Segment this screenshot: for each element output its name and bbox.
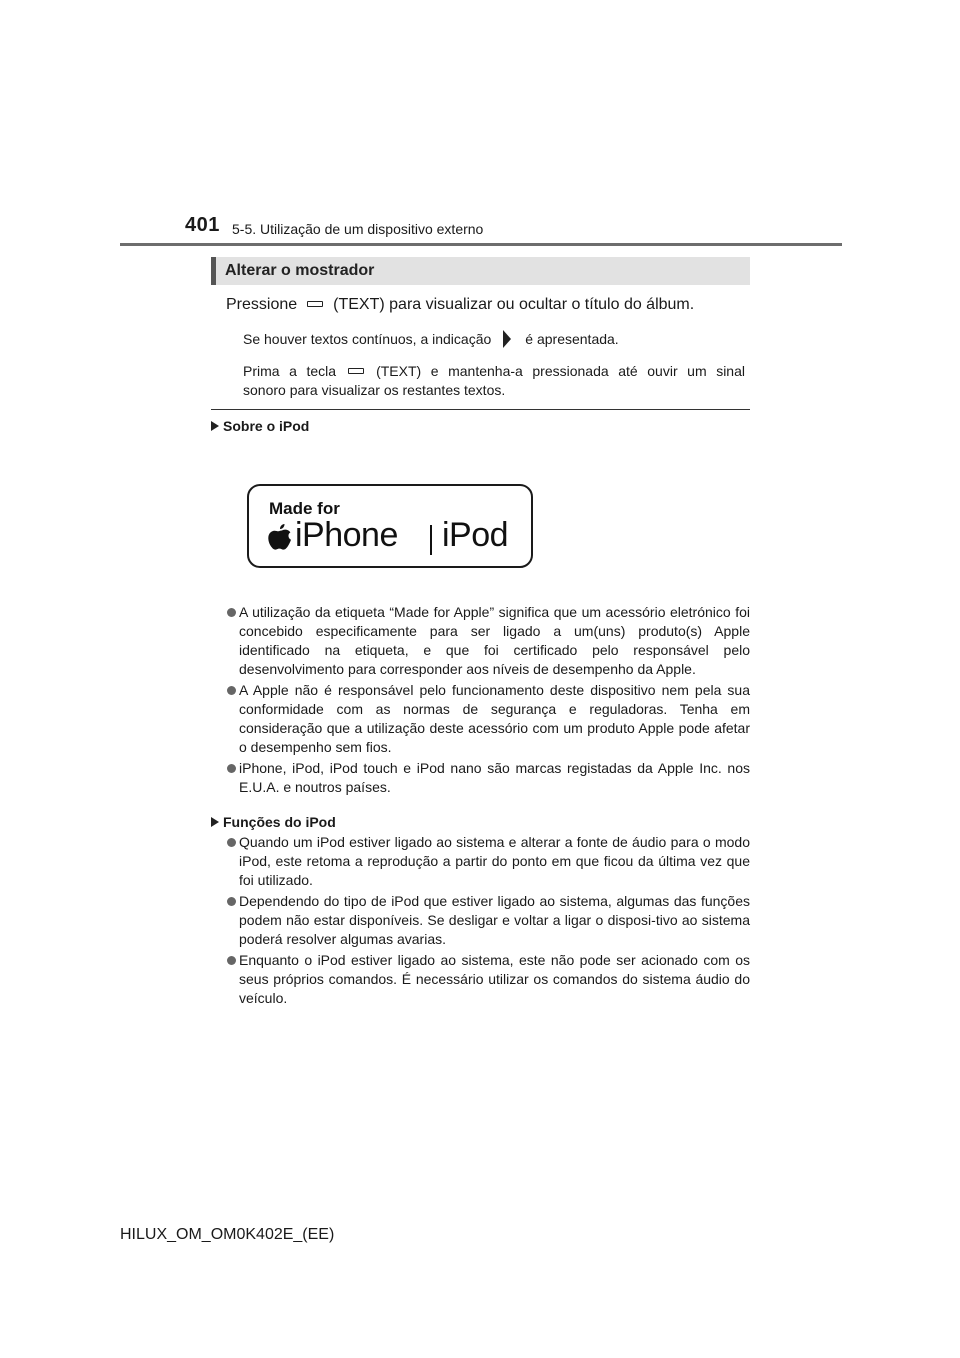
list-item: Dependendo do tipo de iPod que estiver ligado ao sistema, algumas das funções podem não estar disponíveis. Se desligar e voltar a ligar o disposi-tivo ao sistema poderá resolver algumas avarias. <box>225 892 750 949</box>
chapter-title: 5-5. Utilização de um dispositivo externo <box>232 221 484 237</box>
list-item: A Apple não é responsável pelo funcionamento deste dispositivo nem pela sua conformidade com as normas de segurança e reguladoras. Tenha em consideração que a utilização deste acessório com um produto Apple pode afetar o desempenho sem fios. <box>225 681 750 757</box>
list-item: A utilização da etiqueta “Made for Apple” significa que um acessório eletrónico foi concebido especificamente para ser ligado a um(uns) produto(s) Apple identificado na etiqueta, e que foi certificado pelo responsável pelo desenvolvimento para corresponder aos níveis de desempenho da Apple. <box>225 603 750 679</box>
section-accent <box>211 257 216 285</box>
about-ipod-list <box>225 603 750 799</box>
note1-text-before: Se houver textos contínuos, a indicação <box>243 331 492 347</box>
note2-text-b: (TEXT) e mantenha-a pressionada até ouvir um sinal <box>376 363 745 379</box>
text-button-icon <box>307 301 323 307</box>
made-for-iphone-ipod-badge <box>247 484 533 568</box>
section-title: Alterar o mostrador <box>225 262 375 279</box>
main-instruction <box>226 296 694 314</box>
note2-text-a: Prima a tecla <box>243 363 337 379</box>
page-number: 401 <box>185 214 220 236</box>
arrow-right-icon <box>503 330 511 348</box>
section-divider <box>211 409 750 410</box>
triangle-bullet-icon <box>211 817 219 827</box>
apple-logo-icon <box>267 522 293 552</box>
note-hold-button <box>243 362 745 400</box>
badge-iphone: iPhone <box>295 516 398 554</box>
list-item: Quando um iPod estiver ligado ao sistema e alterar a fonte de áudio para o modo iPod, este retoma a reprodução a partir do ponto em que ficou da última vez que foi utilizado. <box>225 833 750 890</box>
instruction-text-after: (TEXT) para visualizar ou ocultar o título do álbum. <box>333 296 695 313</box>
ipod-functions-list <box>225 833 750 1010</box>
about-ipod-heading: Sobre o iPod <box>223 418 310 434</box>
section-header <box>211 257 750 285</box>
subheading-ipod-functions <box>211 814 336 830</box>
note1-text-after: é apresentada. <box>525 331 619 347</box>
note2-line1 <box>243 362 745 381</box>
badge-made-for: Made for <box>269 499 340 518</box>
badge-separator <box>430 525 432 555</box>
note-continuous-text <box>243 330 745 350</box>
header-rule <box>120 243 842 246</box>
instruction-text-before: Pressione <box>226 296 298 313</box>
note2-line2: sonoro para visualizar os restantes textos. <box>243 382 506 398</box>
footer-code: HILUX_OM_OM0K402E_(EE) <box>120 1226 335 1243</box>
list-item: iPhone, iPod, iPod touch e iPod nano são marcas registadas da Apple Inc. nos E.U.A. e noutros países. <box>225 759 750 797</box>
subheading-about-ipod <box>211 418 309 434</box>
ipod-functions-heading: Funções do iPod <box>223 814 336 830</box>
badge-ipod: iPod <box>442 516 509 554</box>
text-button-icon <box>348 368 364 374</box>
list-item: Enquanto o iPod estiver ligado ao sistema, este não pode ser acionado com os seus próprios comandos. É necessário utilizar os comandos do sistema áudio do veículo. <box>225 951 750 1008</box>
triangle-bullet-icon <box>211 421 219 431</box>
